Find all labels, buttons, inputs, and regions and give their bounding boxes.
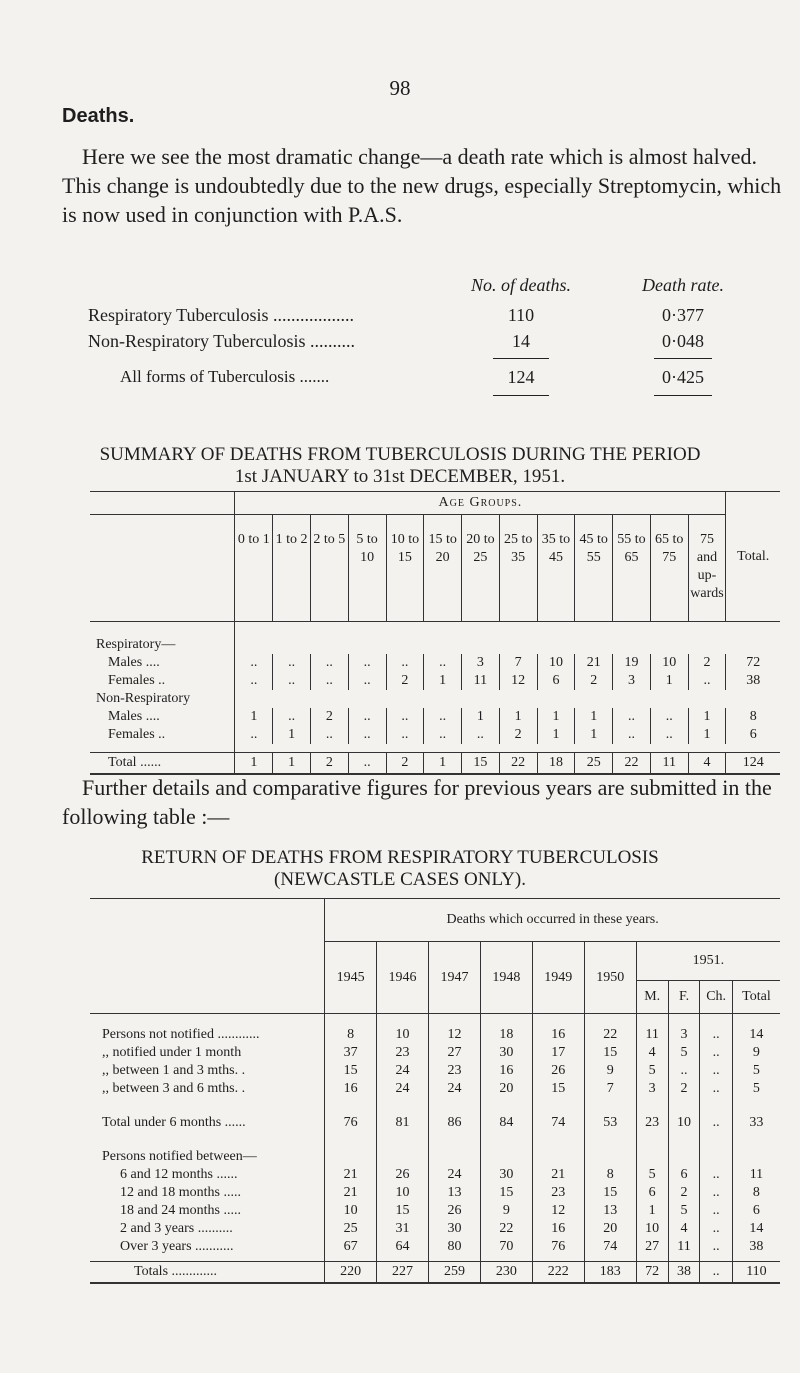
blank-cell <box>90 515 235 622</box>
data-cell: 53 <box>584 1114 636 1132</box>
data-cell: 20 <box>584 1220 636 1238</box>
data-cell: 10 <box>377 1026 429 1044</box>
data-cell: 183 <box>584 1262 636 1284</box>
stats-rule <box>654 395 712 396</box>
data-cell: 8 <box>584 1166 636 1184</box>
row-label: Males .... <box>108 709 160 724</box>
row-label: Females .. <box>108 673 166 688</box>
data-cell: 22 <box>480 1220 532 1238</box>
data-cell: 18 <box>480 1026 532 1044</box>
data-cell: 9 <box>584 1062 636 1080</box>
table2-title-line: RETURN OF DEATHS FROM RESPIRATORY TUBERCULOSIS <box>141 847 659 868</box>
further-paragraph <box>62 773 782 831</box>
data-cell: 9 <box>732 1044 780 1062</box>
stats-rate: 0·377 <box>662 305 704 325</box>
table-row <box>90 1166 780 1184</box>
intro-paragraph <box>62 142 782 229</box>
data-cell: 15 <box>462 752 500 774</box>
data-cell: .. <box>235 672 273 690</box>
data-cell: .. <box>700 1262 732 1284</box>
data-cell: .. <box>273 654 311 672</box>
data-cell: .. <box>613 726 651 744</box>
row-total: 72 <box>726 654 780 672</box>
data-cell: .. <box>235 654 273 672</box>
row-label: 18 and 24 months ..... <box>120 1202 241 1218</box>
stats-deaths: 124 <box>507 367 535 387</box>
year-header: 1947 <box>429 942 481 1014</box>
data-cell: 17 <box>532 1044 584 1062</box>
row-label: 6 and 12 months ...... <box>120 1166 238 1182</box>
table-row <box>90 1184 780 1202</box>
data-cell: 10 <box>325 1202 377 1220</box>
data-cell: 1 <box>424 672 462 690</box>
data-cell: 15 <box>325 1062 377 1080</box>
year-header: 1946 <box>377 942 429 1014</box>
header-deaths: No. of deaths. <box>470 275 571 295</box>
data-cell: 24 <box>429 1166 481 1184</box>
table1-title-line: SUMMARY OF DEATHS FROM TUBERCULOSIS DURING THE PERIOD <box>99 444 701 465</box>
data-cell: 16 <box>532 1220 584 1238</box>
stats-rate: 0·425 <box>662 367 704 387</box>
data-cell: 81 <box>377 1114 429 1132</box>
intro-text: Here we see the most dramatic change—a death rate which is almost halved. This change is undoubtedly due to the new drugs, especially Streptomycin, which is now used in conjunction with P.A.S. <box>62 144 782 227</box>
table-row <box>90 1114 780 1132</box>
age-group-header: 45 to 55 <box>575 515 613 622</box>
row-label: Totals ............. <box>90 1262 325 1284</box>
data-cell: .. <box>310 672 348 690</box>
data-cell: 15 <box>480 1184 532 1202</box>
data-cell: 222 <box>532 1262 584 1284</box>
data-cell: .. <box>424 726 462 744</box>
table-row <box>90 1262 780 1284</box>
data-cell: .. <box>310 726 348 744</box>
data-cell: .. <box>668 1062 700 1080</box>
data-cell: .. <box>273 708 311 726</box>
data-cell: .. <box>348 752 386 774</box>
data-cell: .. <box>613 708 651 726</box>
row-label: Females .. <box>108 727 166 742</box>
data-cell: 1 <box>273 726 311 744</box>
data-cell: .. <box>700 1184 732 1202</box>
stats-row <box>88 331 768 353</box>
data-cell: .. <box>348 708 386 726</box>
further-text: Further details and comparative figures for previous years are submitted in the following table :— <box>62 775 772 829</box>
stats-label: All forms of Tuberculosis ....... <box>120 367 330 386</box>
table-row <box>90 1044 780 1062</box>
data-cell: .. <box>386 726 424 744</box>
age-group-header: 15 to 20 <box>424 515 462 622</box>
data-cell: 37 <box>325 1044 377 1062</box>
summary-table <box>90 491 780 775</box>
data-cell: 220 <box>325 1262 377 1284</box>
data-cell: 2 <box>499 726 537 744</box>
data-cell: .. <box>650 726 688 744</box>
data-cell: 10 <box>650 654 688 672</box>
data-cell: 72 <box>636 1262 668 1284</box>
data-cell: 11 <box>636 1026 668 1044</box>
data-cell: 13 <box>429 1184 481 1202</box>
table1-title <box>0 444 800 488</box>
data-cell: .. <box>700 1044 732 1062</box>
data-cell: 3 <box>462 654 500 672</box>
data-cell: 5 <box>636 1062 668 1080</box>
page-number: 98 <box>389 76 411 100</box>
data-cell: 2 <box>575 672 613 690</box>
data-cell: 26 <box>377 1166 429 1184</box>
data-cell: 2 <box>310 752 348 774</box>
data-cell: .. <box>700 1062 732 1080</box>
table-row <box>90 1238 780 1256</box>
data-cell: 3 <box>668 1026 700 1044</box>
year-header: 1949 <box>532 942 584 1014</box>
data-cell: 6 <box>732 1202 780 1220</box>
table2-title <box>0 847 800 891</box>
total-header: Total. <box>726 492 780 622</box>
data-cell: .. <box>386 654 424 672</box>
year-header: 1945 <box>325 942 377 1014</box>
data-cell: 1 <box>462 708 500 726</box>
age-group-header: 5 to 10 <box>348 515 386 622</box>
row-label: 2 and 3 years .......... <box>120 1220 233 1236</box>
data-cell: 22 <box>499 752 537 774</box>
data-cell: 27 <box>636 1238 668 1256</box>
stats-rate: 0·048 <box>662 331 704 351</box>
row-label: ,, notified under 1 month <box>102 1044 242 1060</box>
age-group-header: 75 and up-wards <box>688 515 726 622</box>
data-cell: 14 <box>732 1220 780 1238</box>
years-group-header: Deaths which occurred in these years. <box>325 899 780 942</box>
data-cell: 8 <box>325 1026 377 1044</box>
data-cell: 15 <box>584 1184 636 1202</box>
return-table <box>90 898 780 1284</box>
age-group-header: 2 to 5 <box>310 515 348 622</box>
data-cell: 25 <box>325 1220 377 1238</box>
data-cell: 23 <box>532 1184 584 1202</box>
row-label: Males .... <box>108 655 160 670</box>
data-cell: 1 <box>537 708 575 726</box>
age-group-header: 65 to 75 <box>650 515 688 622</box>
data-cell: 5 <box>732 1062 780 1080</box>
data-cell: 20 <box>480 1080 532 1098</box>
data-cell: 7 <box>584 1080 636 1098</box>
age-group-header: 20 to 25 <box>462 515 500 622</box>
stats-row <box>88 305 768 327</box>
table2-title-line: (NEWCASTLE CASES ONLY). <box>274 869 526 890</box>
data-cell: 33 <box>732 1114 780 1132</box>
data-cell: .. <box>688 672 726 690</box>
data-cell: 21 <box>325 1184 377 1202</box>
data-cell: 3 <box>613 672 651 690</box>
stats-rule <box>493 358 549 359</box>
data-cell: 80 <box>429 1238 481 1256</box>
data-cell: 230 <box>480 1262 532 1284</box>
stats-total-row <box>88 367 768 389</box>
stats-rule <box>493 395 549 396</box>
data-cell: 12 <box>499 672 537 690</box>
row-total: 8 <box>726 708 780 726</box>
data-cell: 6 <box>636 1184 668 1202</box>
age-group-header: 55 to 65 <box>613 515 651 622</box>
row-label: Total ...... <box>90 752 235 774</box>
data-cell: 1 <box>688 726 726 744</box>
data-cell: 6 <box>537 672 575 690</box>
row-total: 124 <box>726 752 780 774</box>
data-cell: 5 <box>668 1044 700 1062</box>
data-cell: .. <box>273 672 311 690</box>
stats-rule <box>654 358 712 359</box>
data-cell: 227 <box>377 1262 429 1284</box>
data-cell: 1 <box>636 1202 668 1220</box>
data-cell: 1 <box>499 708 537 726</box>
data-cell: 22 <box>613 752 651 774</box>
data-cell: 23 <box>429 1062 481 1080</box>
group-label: Persons notified between— <box>102 1148 257 1164</box>
data-cell: 12 <box>429 1026 481 1044</box>
age-group-header: 35 to 45 <box>537 515 575 622</box>
data-cell: 4 <box>668 1220 700 1238</box>
data-cell: 1 <box>575 708 613 726</box>
data-cell: 70 <box>480 1238 532 1256</box>
data-cell: 21 <box>325 1166 377 1184</box>
data-cell: 2 <box>386 672 424 690</box>
stats-deaths: 110 <box>507 305 535 325</box>
row-label: ,, between 1 and 3 mths. . <box>102 1062 246 1078</box>
row-label: ,, between 3 and 6 mths. . <box>102 1080 246 1096</box>
row-label: Persons not notified ............ <box>102 1026 260 1042</box>
data-cell: 2 <box>688 654 726 672</box>
age-group-header: 10 to 15 <box>386 515 424 622</box>
data-cell: 5 <box>732 1080 780 1098</box>
age-groups-header: Age Groups. <box>235 492 726 515</box>
age-group-header: 0 to 1 <box>235 515 273 622</box>
age-group-header: 1 to 2 <box>273 515 311 622</box>
year-1951-header: 1951. <box>636 942 780 981</box>
data-cell: 23 <box>636 1114 668 1132</box>
data-cell: 1 <box>235 752 273 774</box>
data-cell: 74 <box>532 1114 584 1132</box>
data-cell: 19 <box>613 654 651 672</box>
section-heading: Deaths. <box>62 105 135 127</box>
table-row <box>90 1220 780 1238</box>
data-cell: 24 <box>429 1080 481 1098</box>
data-cell: 24 <box>377 1080 429 1098</box>
data-cell: 11 <box>650 752 688 774</box>
data-cell: 1 <box>650 672 688 690</box>
data-cell: 15 <box>377 1202 429 1220</box>
data-cell: 4 <box>636 1044 668 1062</box>
category-label: Non-Respiratory <box>96 691 191 706</box>
data-cell: 30 <box>480 1166 532 1184</box>
data-cell: 2 <box>668 1184 700 1202</box>
data-cell: .. <box>700 1026 732 1044</box>
data-cell: 11 <box>462 672 500 690</box>
category-label: Respiratory— <box>96 637 176 652</box>
data-cell: .. <box>462 726 500 744</box>
data-cell: 1 <box>235 708 273 726</box>
data-cell: .. <box>386 708 424 726</box>
data-cell: 1 <box>537 726 575 744</box>
data-cell: 25 <box>575 752 613 774</box>
table-row <box>90 1026 780 1044</box>
data-cell: .. <box>348 654 386 672</box>
row-label: Over 3 years ........... <box>120 1238 234 1254</box>
data-cell: 6 <box>668 1166 700 1184</box>
data-cell: 30 <box>429 1220 481 1238</box>
data-cell: 3 <box>636 1080 668 1098</box>
data-cell: 10 <box>537 654 575 672</box>
data-cell: 1 <box>273 752 311 774</box>
data-cell: 21 <box>532 1166 584 1184</box>
data-cell: 2 <box>668 1080 700 1098</box>
row-total: 6 <box>726 726 780 744</box>
data-cell: 16 <box>532 1026 584 1044</box>
data-cell: 31 <box>377 1220 429 1238</box>
data-cell: 24 <box>377 1062 429 1080</box>
data-cell: 76 <box>532 1238 584 1256</box>
row-total: 38 <box>726 672 780 690</box>
data-cell: .. <box>650 708 688 726</box>
data-cell: 10 <box>668 1114 700 1132</box>
data-cell: .. <box>700 1220 732 1238</box>
data-cell: 67 <box>325 1238 377 1256</box>
data-cell: .. <box>348 726 386 744</box>
data-cell: 1 <box>688 708 726 726</box>
data-cell: 11 <box>668 1238 700 1256</box>
data-cell: 5 <box>636 1166 668 1184</box>
data-cell: 38 <box>668 1262 700 1284</box>
table-row <box>90 1202 780 1220</box>
data-cell: 86 <box>429 1114 481 1132</box>
data-cell: .. <box>700 1238 732 1256</box>
data-cell: .. <box>348 672 386 690</box>
data-cell: 21 <box>575 654 613 672</box>
data-cell: 7 <box>499 654 537 672</box>
data-cell: 64 <box>377 1238 429 1256</box>
data-cell: .. <box>235 726 273 744</box>
data-cell: 9 <box>480 1202 532 1220</box>
data-cell: 12 <box>532 1202 584 1220</box>
sub-header: Total <box>732 981 780 1014</box>
data-cell: 27 <box>429 1044 481 1062</box>
data-cell: 15 <box>584 1044 636 1062</box>
data-cell: .. <box>700 1166 732 1184</box>
row-label: 12 and 18 months ..... <box>120 1184 241 1200</box>
table1-title-line: 1st JANUARY to 31st DECEMBER, 1951. <box>234 466 566 487</box>
data-cell: 76 <box>325 1114 377 1132</box>
data-cell: 18 <box>537 752 575 774</box>
sub-header: M. <box>636 981 668 1014</box>
data-cell: 13 <box>584 1202 636 1220</box>
data-cell: 1 <box>424 752 462 774</box>
data-cell: 4 <box>688 752 726 774</box>
data-cell: .. <box>424 654 462 672</box>
data-cell: 5 <box>668 1202 700 1220</box>
data-cell: 11 <box>732 1166 780 1184</box>
sub-header: F. <box>668 981 700 1014</box>
data-cell: 10 <box>636 1220 668 1238</box>
data-cell: 259 <box>429 1262 481 1284</box>
stats-label: Respiratory Tuberculosis .................. <box>88 305 355 325</box>
data-cell: 22 <box>584 1026 636 1044</box>
data-cell: .. <box>700 1114 732 1132</box>
data-cell: 23 <box>377 1044 429 1062</box>
data-cell: 74 <box>584 1238 636 1256</box>
data-cell: 15 <box>532 1080 584 1098</box>
data-cell: 110 <box>732 1262 780 1284</box>
stats-label: Non-Respiratory Tuberculosis .......... <box>88 331 355 351</box>
data-cell: 84 <box>480 1114 532 1132</box>
table-row <box>90 1080 780 1098</box>
data-cell: 16 <box>480 1062 532 1080</box>
blank-cell <box>90 899 325 1014</box>
sub-header: Ch. <box>700 981 732 1014</box>
data-cell: .. <box>700 1080 732 1098</box>
data-cell: 8 <box>732 1184 780 1202</box>
data-cell: 10 <box>377 1184 429 1202</box>
year-header: 1948 <box>480 942 532 1014</box>
data-cell: 16 <box>325 1080 377 1098</box>
data-cell: .. <box>310 654 348 672</box>
data-cell: 14 <box>732 1026 780 1044</box>
data-cell: .. <box>700 1202 732 1220</box>
data-cell: 2 <box>310 708 348 726</box>
data-cell: 30 <box>480 1044 532 1062</box>
age-group-header: 25 to 35 <box>499 515 537 622</box>
stats-deaths: 14 <box>512 331 530 351</box>
year-header: 1950 <box>584 942 636 1014</box>
data-cell: 38 <box>732 1238 780 1256</box>
data-cell: 26 <box>429 1202 481 1220</box>
row-label: Total under 6 months ...... <box>102 1114 246 1130</box>
header-rate: Death rate. <box>642 275 724 295</box>
table-row <box>90 1062 780 1080</box>
blank-cell <box>90 492 235 515</box>
data-cell: 2 <box>386 752 424 774</box>
data-cell: 26 <box>532 1062 584 1080</box>
data-cell: 1 <box>575 726 613 744</box>
data-cell: .. <box>424 708 462 726</box>
